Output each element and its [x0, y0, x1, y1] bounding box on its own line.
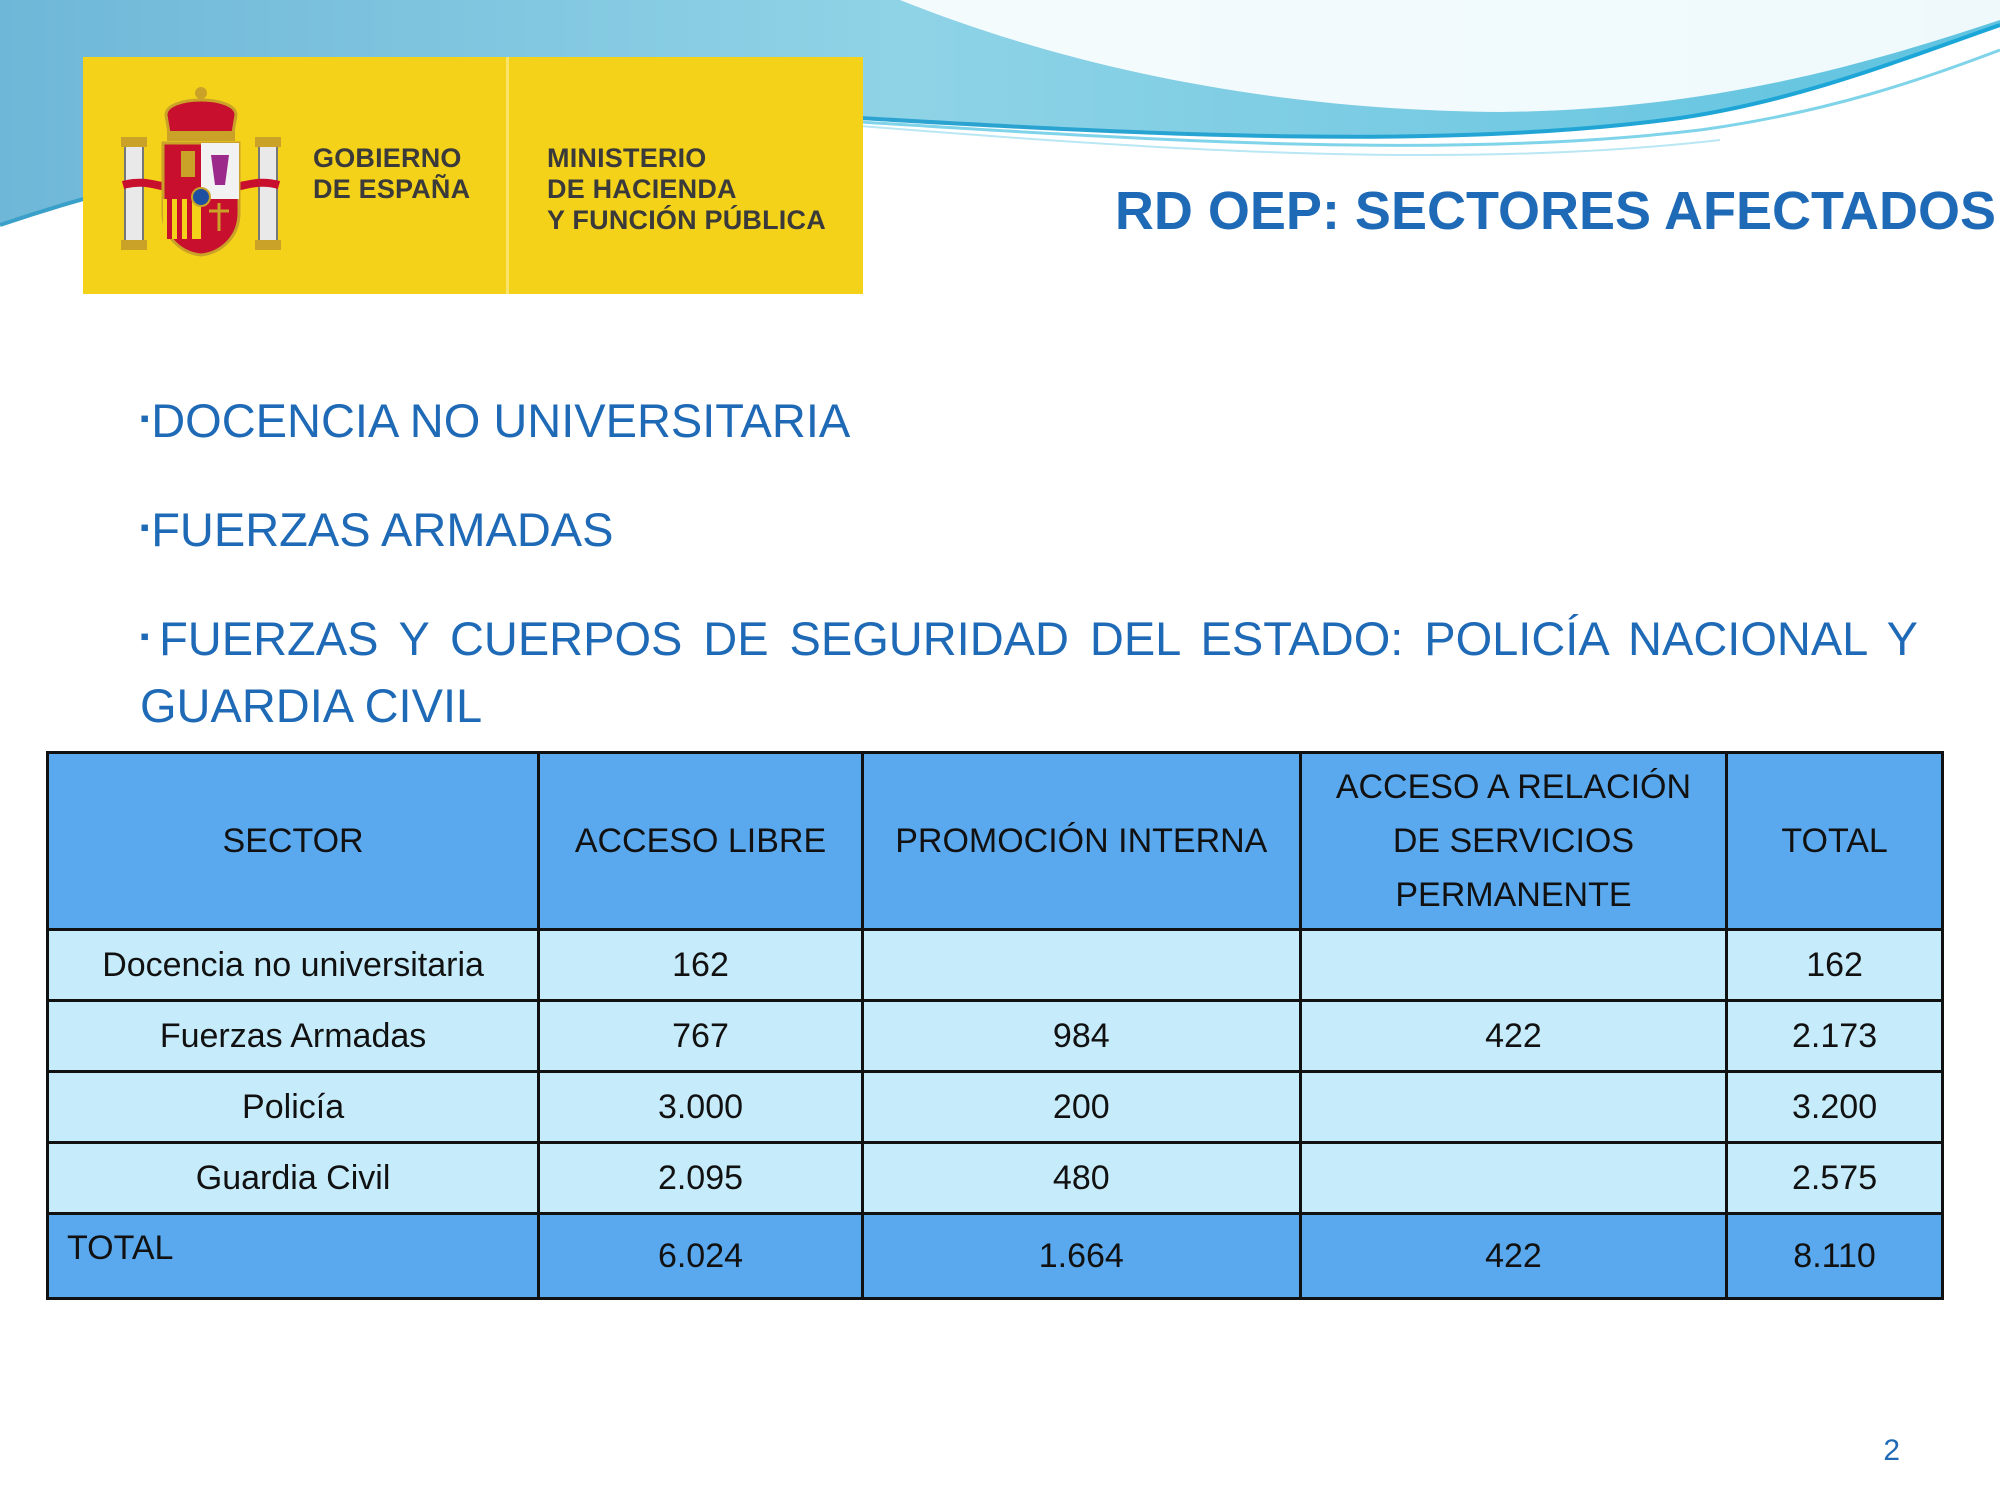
cell-sector: Docencia no universitaria [48, 930, 539, 1001]
ministry-name: MINISTERIO DE HACIENDA Y FUNCIÓN PÚBLICA [547, 143, 826, 235]
header-total: TOTAL [1727, 753, 1943, 930]
coat-of-arms-icon [121, 85, 281, 260]
cell-acceso-libre: 3.000 [539, 1072, 863, 1143]
bullet-marker-icon: ▪ [140, 621, 158, 651]
table-row [48, 1072, 1943, 1143]
header-promocion-interna: PROMOCIÓN INTERNA [862, 753, 1300, 930]
sectors-table [46, 751, 1944, 1300]
cell-acceso-servicios [1300, 1072, 1726, 1143]
cell-total: 3.200 [1727, 1072, 1943, 1143]
cell-total: 2.575 [1727, 1143, 1943, 1214]
header-acceso-libre: ACCESO LIBRE [539, 753, 863, 930]
header-sector: SECTOR [48, 753, 539, 930]
table-row [48, 1143, 1943, 1214]
bullet-item: ▪DOCENCIA NO UNIVERSITARIA [140, 394, 851, 447]
cell-total-acceso-libre: 6.024 [539, 1214, 863, 1299]
cell-acceso-servicios [1300, 930, 1726, 1001]
cell-promocion-interna: 200 [862, 1072, 1300, 1143]
cell-total-promocion-interna: 1.664 [862, 1214, 1300, 1299]
cell-promocion-interna [862, 930, 1300, 1001]
logo-divider [506, 57, 509, 294]
government-name: GOBIERNO DE ESPAÑA [313, 143, 471, 204]
cell-sector: Fuerzas Armadas [48, 1001, 539, 1072]
page-number: 2 [1883, 1434, 1900, 1467]
header-acceso-servicios-permanente: ACCESO A RELACIÓN DE SERVICIOS PERMANENTE [1300, 753, 1726, 930]
cell-acceso-libre: 767 [539, 1001, 863, 1072]
cell-sector: Policía [48, 1072, 539, 1143]
bullet-item: ▪FUERZAS Y CUERPOS DE SEGURIDAD DEL ESTADO: POLICÍA NACIONAL Y GUARDIA CIVIL [140, 612, 1919, 732]
slide-title: RD OEP: SECTORES AFECTADOS [1114, 181, 1996, 241]
cell-acceso-servicios: 422 [1300, 1001, 1726, 1072]
cell-total: 2.173 [1727, 1001, 1943, 1072]
table-row [48, 930, 1943, 1001]
table-row [48, 1001, 1943, 1072]
cell-total: 162 [1727, 930, 1943, 1001]
bullet-list [140, 385, 1918, 779]
government-logo [83, 57, 863, 294]
cell-sector: Guardia Civil [48, 1143, 539, 1214]
cell-promocion-interna: 480 [862, 1143, 1300, 1214]
cell-total-acceso-servicios: 422 [1300, 1214, 1726, 1299]
cell-acceso-libre: 162 [539, 930, 863, 1001]
cell-acceso-servicios [1300, 1143, 1726, 1214]
bullet-marker-icon: ▪ [140, 403, 150, 433]
cell-promocion-interna: 984 [862, 1001, 1300, 1072]
table-header-row [48, 753, 1943, 930]
cell-grand-total: 8.110 [1727, 1214, 1943, 1299]
bullet-marker-icon: ▪ [140, 512, 150, 542]
cell-acceso-libre: 2.095 [539, 1143, 863, 1214]
bullet-item: ▪FUERZAS ARMADAS [140, 503, 614, 556]
table-total-row [48, 1214, 1943, 1299]
cell-total-label: TOTAL [48, 1214, 539, 1299]
